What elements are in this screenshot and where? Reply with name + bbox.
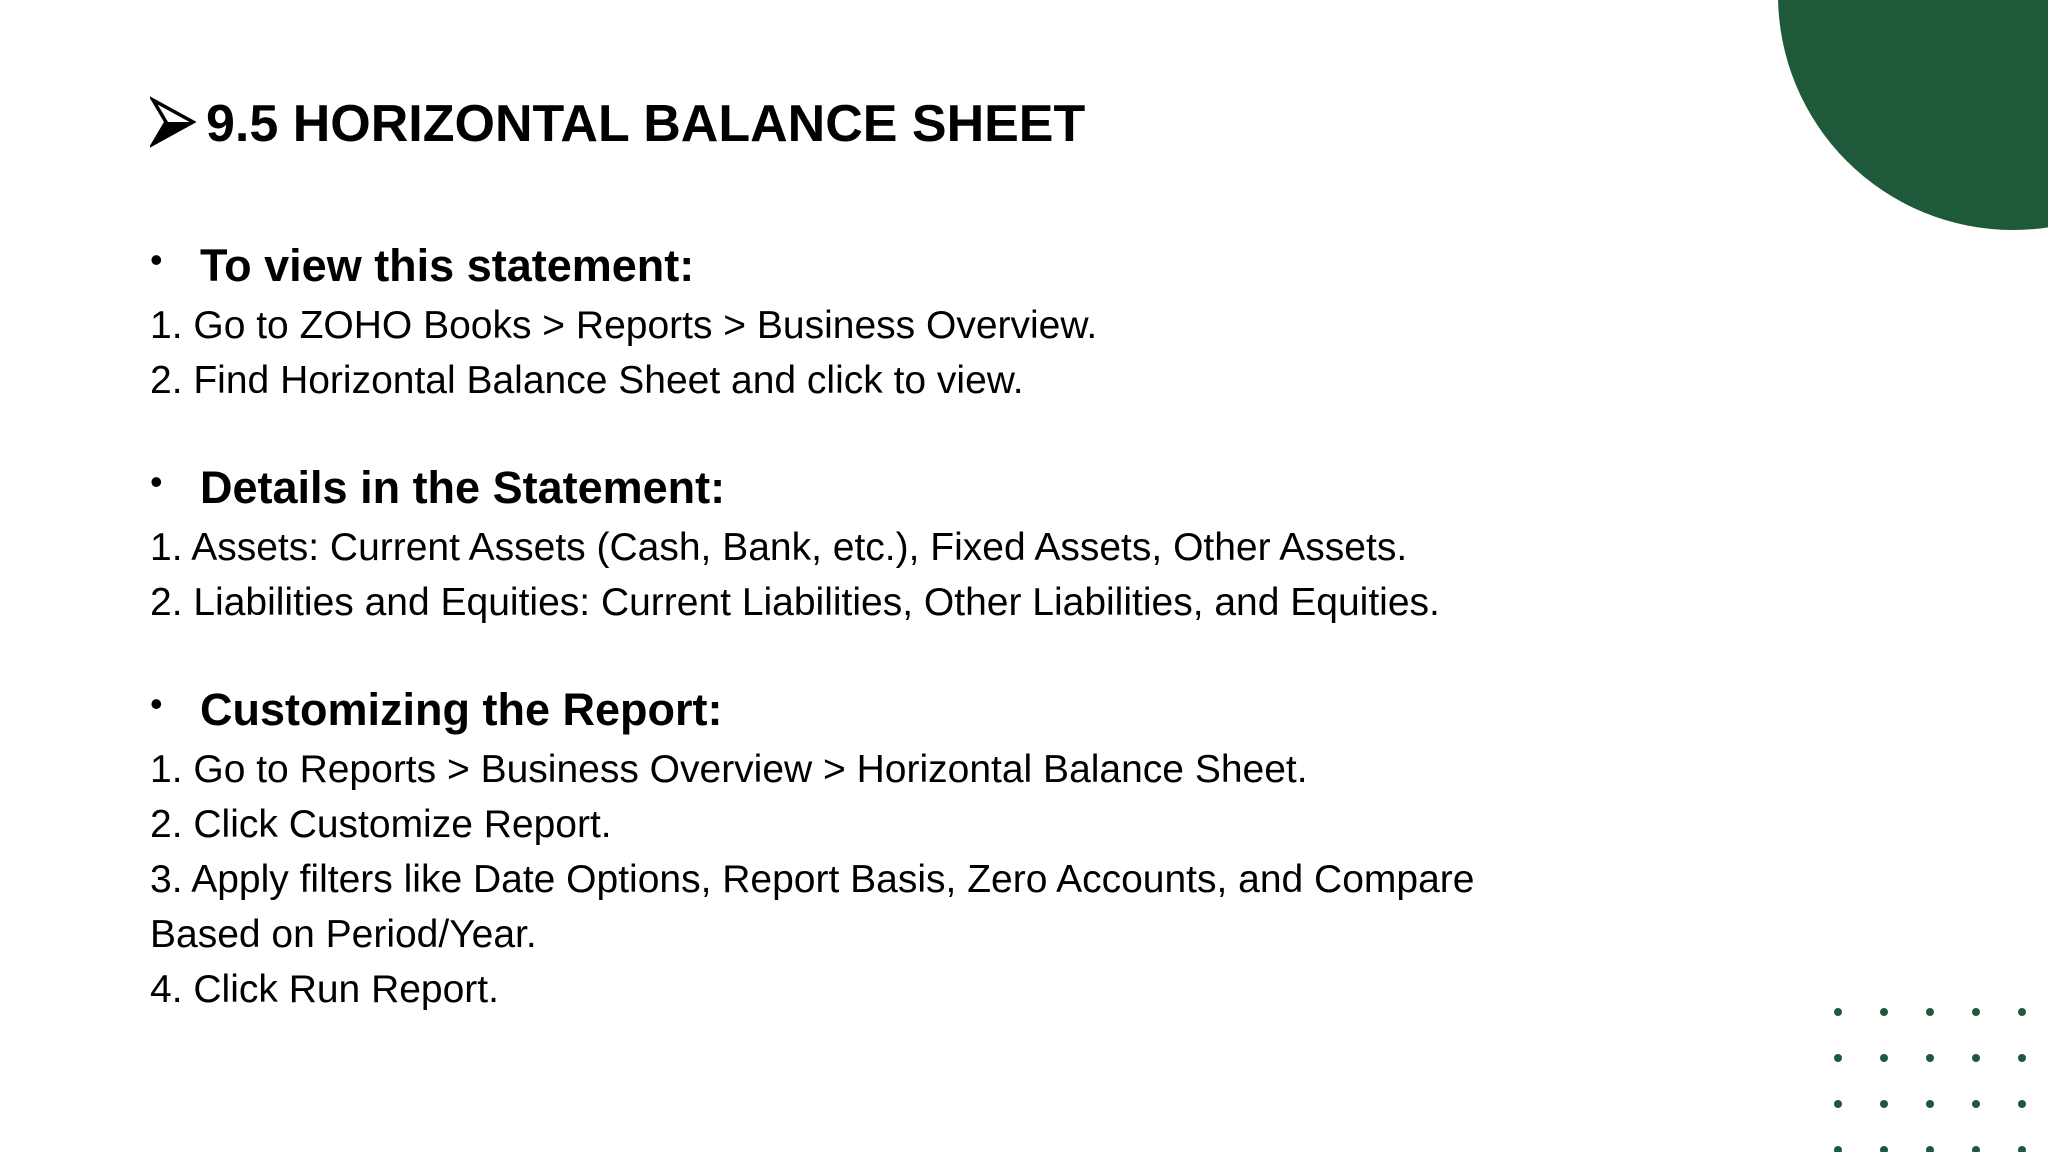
decorative-dot — [1972, 1054, 1980, 1062]
step-list — [150, 742, 1570, 1017]
decorative-dot — [1926, 1100, 1934, 1108]
section-heading-text: Customizing the Report: — [200, 684, 723, 735]
decorative-dot — [2018, 1008, 2026, 1016]
title-row — [150, 88, 1085, 160]
bullet-icon: • — [150, 461, 163, 502]
list-item: 2. Liabilities and Equities: Current Liabilities, Other Liabilities, and Equities. — [150, 581, 1440, 624]
section-heading-text: Details in the Statement: — [200, 462, 726, 513]
decorative-dot — [1880, 1100, 1888, 1108]
decorative-dot — [1972, 1146, 1980, 1152]
section-heading-text: To view this statement: — [200, 240, 695, 291]
decorative-dot — [1834, 1100, 1842, 1108]
section-heading — [150, 456, 1570, 520]
decorative-dot — [1834, 1008, 1842, 1016]
list-item: 2. Find Horizontal Balance Sheet and click to view. — [150, 359, 1024, 402]
decorative-dot — [1972, 1100, 1980, 1108]
list-item: 1. Go to ZOHO Books > Reports > Business Overview. — [150, 304, 1098, 347]
list-item: 2. Click Customize Report. — [150, 803, 612, 846]
decorative-dot — [1880, 1146, 1888, 1152]
bullet-icon: • — [150, 683, 163, 724]
decorative-dot — [1926, 1008, 1934, 1016]
decorative-dot — [1880, 1008, 1888, 1016]
list-item: 1. Assets: Current Assets (Cash, Bank, etc.), Fixed Assets, Other Assets. — [150, 526, 1408, 569]
list-item: 1. Go to Reports > Business Overview > Horizontal Balance Sheet. — [150, 748, 1308, 791]
decorative-dot — [1834, 1146, 1842, 1152]
section-heading — [150, 678, 1570, 742]
decorative-dot — [2018, 1100, 2026, 1108]
step-list — [150, 520, 1570, 630]
section-statement-details — [150, 456, 1570, 630]
decorative-dot — [2018, 1054, 2026, 1062]
decorative-dot — [2018, 1146, 2026, 1152]
decorative-dot — [1926, 1054, 1934, 1062]
decorative-dot — [1972, 1008, 1980, 1016]
decorative-dot — [1834, 1054, 1842, 1062]
decorative-dot — [1926, 1146, 1934, 1152]
corner-decoration-circle — [1778, 0, 2048, 230]
decorative-dot — [1880, 1054, 1888, 1062]
list-item: 4. Click Run Report. — [150, 968, 499, 1011]
section-view-statement — [150, 234, 1570, 408]
page-title: 9.5 HORIZONTAL BALANCE SHEET — [206, 95, 1086, 153]
bullet-icon: • — [150, 239, 163, 280]
list-item: 3. Apply filters like Date Options, Report Basis, Zero Accounts, and Compare — [150, 858, 1475, 901]
list-item: Based on Period/Year. — [150, 913, 537, 956]
content — [150, 234, 1570, 1065]
step-list — [150, 298, 1570, 408]
section-customizing-report — [150, 678, 1570, 1017]
arrow-bullet-icon — [150, 94, 196, 154]
section-heading — [150, 234, 1570, 298]
